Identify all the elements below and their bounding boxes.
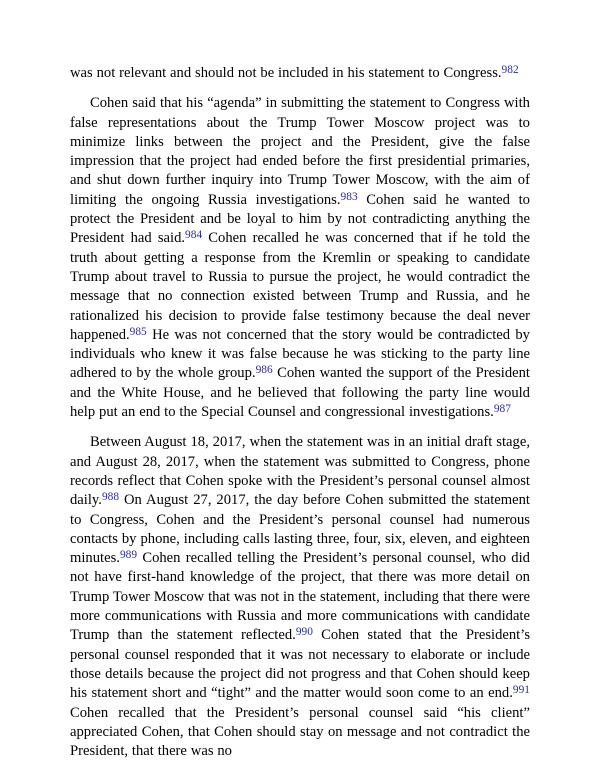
footnote-reference-988[interactable]: 988	[101, 491, 120, 504]
footnote-reference-989[interactable]: 989	[119, 548, 138, 561]
text-run: Between August 18, 2017, when the statement was in an initial draft stage, and August 28, 2017, when the statement was submitted to Congress, phone records reflect that Cohen spoke with the President’s personal counsel almost daily.	[70, 434, 530, 509]
text-run: was not relevant and should not be included in his statement to Congress.	[70, 65, 502, 81]
paragraph-para-continuation	[70, 64, 530, 83]
footnote-reference-983[interactable]: 983	[340, 190, 358, 203]
footnote-reference-990[interactable]: 990	[295, 626, 313, 639]
page-text-body	[70, 64, 530, 761]
footnote-reference-986[interactable]: 986	[255, 364, 273, 377]
paragraph-para-cohen-agenda	[70, 94, 530, 422]
text-run: Cohen said that his “agenda” in submitting the statement to Congress with false representations about the Trump Tower Moscow project was to minimize links between the project and the President, give the false impression that the project had ended before the first presidential primaries, and shut down further inquiry into Trump Tower Moscow, with the aim of limiting the ongoing Russia investigations.	[70, 95, 530, 208]
paragraph-para-august-contacts	[70, 433, 530, 761]
text-run: He was not concerned that the story would be contradicted by individuals who knew it was false because he was sticking to the party line adhered to by the whole group.	[70, 326, 530, 382]
text-run: Cohen recalled telling the President’s personal counsel, who did not have first-hand knowledge of the project, that there was more detail on Trump Tower Moscow that was not in the statement, including that there were more communications with Russia and more communications with candidate Trump than the statement reflected.	[70, 550, 530, 644]
footnote-reference-985[interactable]: 985	[129, 325, 147, 338]
text-run: Cohen wanted the support of the President and the White House, and he believed that following the party line would help put an end to the Special Counsel and congressional investigations.	[70, 365, 530, 421]
text-run: Cohen recalled he was concerned that if he told the truth about getting a response from the Kremlin or speaking to candidate Trump about travel to Russia to pursue the project, he would contradict the message that no connection existed between Trump and Russia, and he rationalized his decision to provide false testimony because the deal never happened.	[70, 230, 530, 343]
text-run: On August 27, 2017, the day before Cohen submitted the statement to Congress, Cohen and the President’s personal counsel had numerous contacts by phone, including calls lasting three, four, six, eleven, and eighteen minutes.	[70, 492, 530, 567]
footnote-reference-984[interactable]: 984	[185, 229, 203, 242]
footnote-reference-991[interactable]: 991	[512, 684, 530, 697]
text-run: Cohen stated that the President’s personal counsel responded that it was not necessary to elaborate or include those details because the project did not progress and that Cohen should keep his statement short and “tight” and the matter would soon come to an end.	[70, 627, 531, 702]
text-run: Cohen said he wanted to protect the President and be loyal to him by not contradicting anything the President had said.	[70, 191, 530, 247]
text-run: Cohen recalled that the President’s personal counsel said “his client” appreciated Cohen, that Cohen should stay on message and not contradict the President, that there was no	[70, 704, 530, 760]
footnote-reference-987[interactable]: 987	[493, 402, 511, 415]
footnote-reference-982[interactable]: 982	[501, 63, 519, 76]
